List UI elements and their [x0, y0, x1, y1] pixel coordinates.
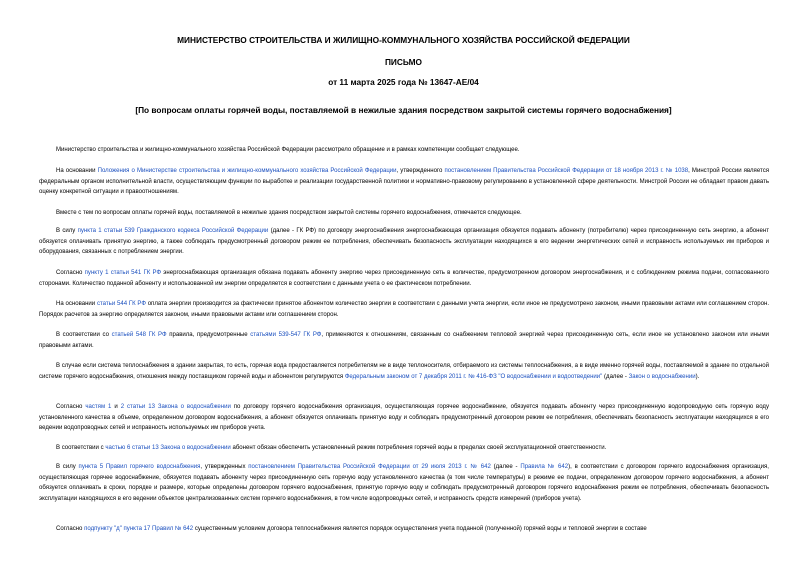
link-parts-1[interactable]: частям 1 — [85, 404, 112, 410]
text: На основании — [56, 301, 97, 307]
text: (далее - — [490, 464, 521, 470]
text: В силу — [56, 228, 78, 234]
link-federal-law-416[interactable]: Федеральным законом от 7 декабря 2011 г. № 416-ФЗ "О водоснабжении и водоотведении" — [344, 373, 603, 380]
text: Вместе с тем по вопросам оплаты горячей воды, поставляемой в нежилые здания посредством закрытой системы горячего водоснабжения, отмечается следующее. — [56, 210, 522, 216]
paragraph-10 — [39, 443, 769, 454]
text: В случае если система теплоснабжения в здании закрытая, то есть, горячая вода предоставляется потребителям не в виде теплоносителя, отбираемого из системы теплоснабжения, а в виде именно горячей воды, поставляемой в здание по отдельной системе горячего водоснабжения, отношения между поставщиком горячей воды и абонентом регулируются — [39, 363, 769, 380]
text: и — [111, 404, 121, 410]
link-article-13-part-6[interactable]: частью 6 статьи 13 Закона о водоснабжении — [105, 445, 231, 451]
text: существенным условием договора теплоснабжения является порядок осуществления учета поданной (полученной) горячей воды и тепловой энергии в составе — [193, 526, 647, 532]
paragraph-9 — [39, 402, 769, 434]
paragraph-8 — [39, 361, 769, 382]
link-article-13-part-2[interactable]: 2 статьи 13 Закона о водоснабжении — [120, 404, 231, 410]
text: В силу — [56, 464, 79, 470]
text: , применяются к отношениям, связанным со снабжением тепловой энергией через присоединенную сеть, если иное не установлено законом или иными правовыми актами. — [39, 332, 769, 349]
text: В соответствии со — [56, 332, 112, 338]
link-civil-code-548[interactable]: статьей 548 ГК РФ — [111, 332, 167, 338]
text: , Минстрой России является федеральным органом исполнительной власти, осуществляющим функции по выработке и реализации государственной политики и нормативно-правовому регулированию в установленной сфере деятельности. Минстрой России не обладает правом давать оценку конкретной ситуации и правоотношениям. — [39, 168, 769, 195]
paragraph-4 — [39, 226, 769, 258]
paragraph-7 — [39, 330, 769, 351]
document-date-number: от 11 марта 2025 года № 13647-АЕ/04 — [328, 77, 479, 87]
text: абонент обязан обеспечить установленный режим потребления горячей воды в пределах своей эксплуатационной ответственности. — [230, 445, 607, 451]
text: Согласно — [56, 270, 85, 276]
text: ), в соответствии с договором горячего водоснабжения организация, осуществляющая горячее водоснабжение, обязуется подавать абоненту через присоединенную сеть горячую воду установленного качества (в том числе температуры) в режиме ее подачи, определенном договором горячего водоснабжения, а абонент обязуется оплачивать в сроки, порядке и размере, которые определены договором горячего водоснабжения, принятую горячую воду и соблюдать предусмотренный договором горячего водоснабжения режим ее потребления, обеспечивать безопасность эксплуатации находящихся в его ведении объектов централизованных систем горячего водоснабжения, в том числе водопроводных сетей, и исправность средств измерений (приборов учета). — [39, 464, 769, 502]
text: Согласно — [56, 526, 85, 532]
text: по договору горячего водоснабжения организация, осуществляющая горячее водоснабжение, обязуется подавать абоненту через присоединенную водопроводную сеть горячую воду установленного качества в объеме, определенном договором водоснабжения, а абонент обязуется оплачивать принятую воду и соблюдать предусмотренный договором режим ее потребления, обеспечивать безопасность эксплуатации находящихся в его ведении водопроводных сетей и исправность используемых им приборов учета. — [39, 404, 769, 431]
text: (далее - — [602, 373, 629, 380]
text: Согласно — [56, 404, 86, 410]
text: , утвержденного — [396, 168, 445, 174]
paragraph-3 — [39, 208, 769, 219]
text: ). — [695, 373, 700, 380]
link-government-decree-642[interactable]: постановлением Правительства Российской Федерации от 29 июля 2013 г. № 642 — [248, 464, 491, 470]
text: , утвержденных — [200, 464, 249, 470]
link-rules-642[interactable]: Правила № 642 — [520, 464, 569, 470]
paragraph-5 — [39, 268, 769, 289]
link-civil-code-541[interactable]: пункту 1 статьи 541 ГК РФ — [84, 270, 162, 276]
document-type: ПИСЬМО — [384, 57, 423, 67]
link-hot-water-rules-p5[interactable]: пункта 5 Правил горячего водоснабжения — [78, 464, 201, 470]
link-government-decree-1038[interactable]: постановлением Правительства Российской Федерации от 18 ноября 2013 г. № 1038 — [444, 168, 689, 174]
link-civil-code-539-547[interactable]: статьями 539-547 ГК РФ — [250, 332, 322, 338]
text: Министерство строительства и жилищно-коммунального хозяйства Российской Федерации рассмотрело обращение и в рамках компетенции сообщает следующее. — [56, 147, 520, 153]
paragraph-12 — [39, 524, 769, 535]
link-civil-code-544[interactable]: статьи 544 ГК РФ — [96, 301, 146, 307]
document-subject: [По вопросам оплаты горячей воды, поставляемой в нежилые здания посредством закрытой системы горячего водоснабжения] — [135, 105, 672, 115]
link-civil-code-539[interactable]: пункта 1 статьи 539 Гражданского кодекса Российской Федерации — [77, 228, 269, 234]
paragraph-6 — [39, 299, 769, 320]
text: В соответствии с — [56, 445, 106, 451]
text: энергоснабжающая организация обязана подавать абоненту энергию через присоединенную сеть в количестве, предусмотренном договором энергоснабжения, и с соблюдением режима подачи, согласованного сторонами. Количество поданной абоненту и использованной им энергии определяется в соответствии с данными учета о ее фактическом потреблении. — [39, 270, 769, 287]
text: (далее - ГК РФ) по договору энергоснабжения энергоснабжающая организация обязуется подавать абоненту (потребителю) через присоединенную сеть энергию, а абонент обязуется оплачивать принятую энергию, а также соблюдать предусмотренный договором режим ее потребления, обеспечивать безопасность эксплуатации находящихся в его ведении энергетических сетей и исправность используемых им приборов и оборудования, связанных с потреблением энергии. — [39, 228, 769, 255]
link-ministry-regulation[interactable]: Положения о Министерстве строительства и жилищно-коммунального хозяйства Российской Федерации — [97, 168, 397, 174]
paragraph-2 — [39, 166, 769, 198]
ministry-title: МИНИСТЕРСТВО СТРОИТЕЛЬСТВА И ЖИЛИЩНО-КОММУНАЛЬНОГО ХОЗЯЙСТВА РОССИЙСКОЙ ФЕДЕРАЦИИ — [177, 35, 630, 45]
text: оплата энергии производится за фактически принятое абонентом количество энергии в соответствии с данными учета энергии, если иное не предусмотрено законом, иными правовыми актами или соглашением сторон. Порядок расчетов за энергию определяется законом, иными правовыми актами или соглашением сторон. — [39, 301, 769, 318]
text: правила, предусмотренные — [166, 332, 251, 338]
paragraph-1 — [39, 145, 769, 156]
paragraph-11 — [39, 462, 769, 504]
link-water-supply-law[interactable]: Закон о водоснабжении — [628, 373, 696, 380]
link-rules-642-p17[interactable]: подпункту "д" пункта 17 Правил № 642 — [84, 526, 194, 532]
text: На основании — [56, 168, 98, 174]
